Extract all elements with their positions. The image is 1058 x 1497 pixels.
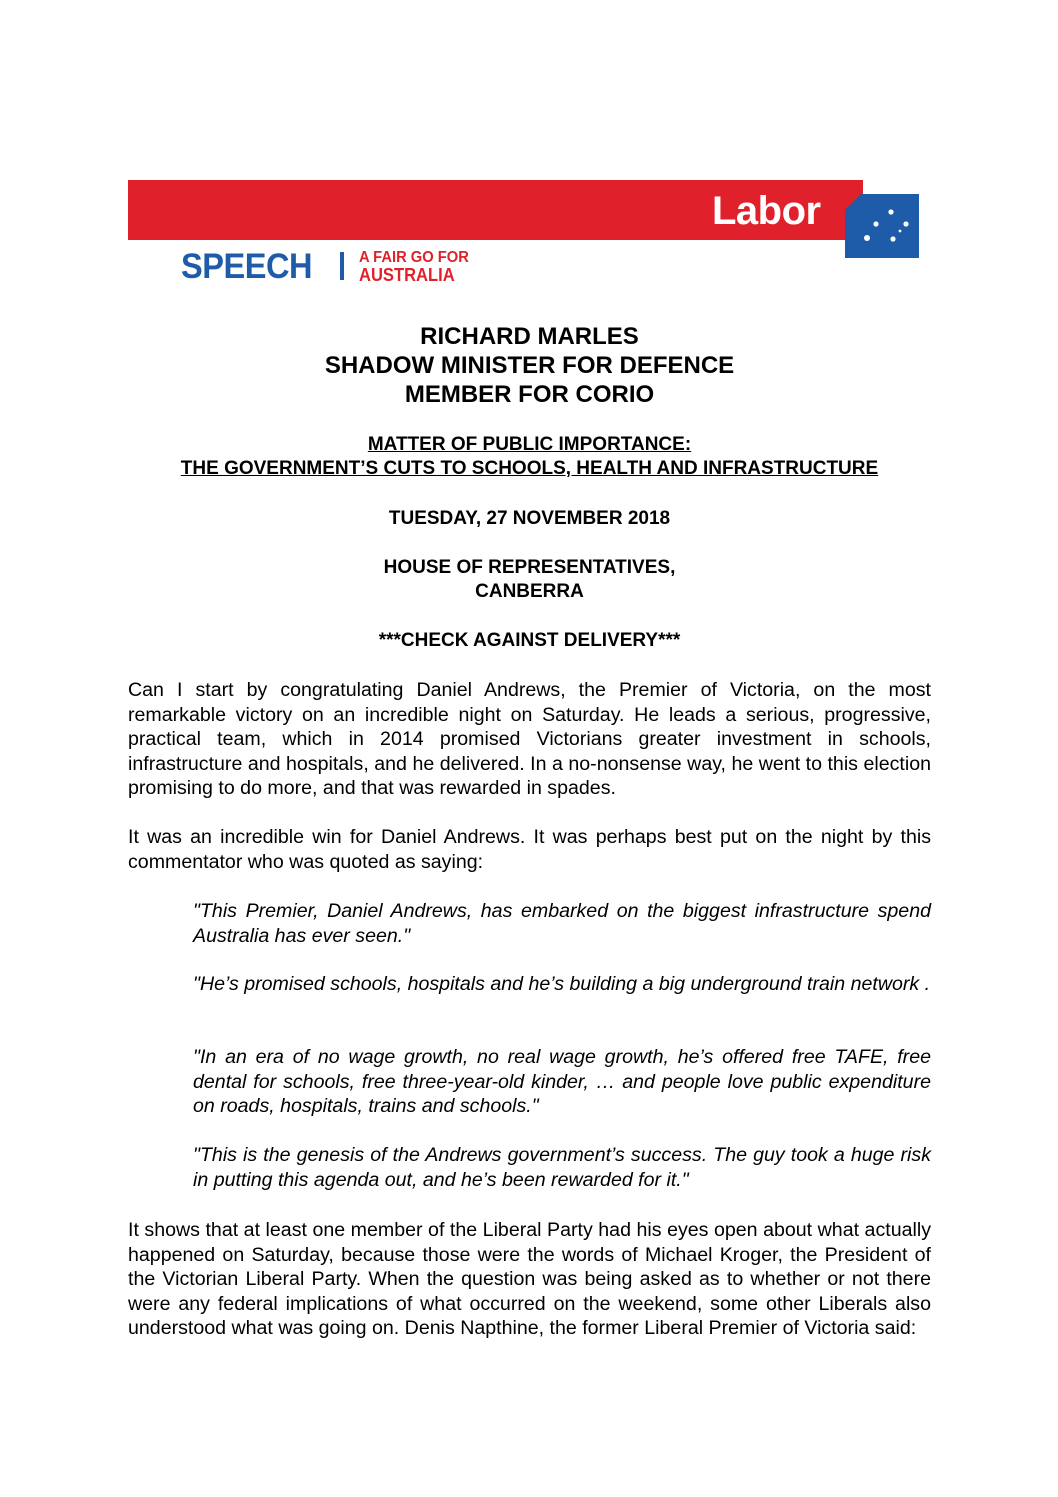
topic-line-2: THE GOVERNMENT’S CUTS TO SCHOOLS, HEALTH AND INFRASTRUCTURE <box>180 458 879 479</box>
topic-heading <box>128 433 931 481</box>
paragraph-3: It shows that at least one member of the Liberal Party had his eyes open about what actually happened on Saturday, because those were the words of Michael Kroger, the President of the Victorian Liberal Party. When the question was being asked as to whether or not there were any federal implications of what occurred on the weekend, some other Liberals also understood what was going on. Denis Napthine, the former Liberal Premier of Victoria said: <box>128 1219 931 1339</box>
quote-2: "He’s promised schools, hospitals and he’s building a big underground train network . <box>193 973 931 995</box>
speaker-seat: MEMBER FOR CORIO <box>404 381 655 408</box>
labor-logo-text: Labor <box>712 189 821 233</box>
quote-1: "This Premier, Daniel Andrews, has embarked on the biggest infrastructure spend Australia has ever seen." <box>193 900 931 947</box>
venue-line-2: CANBERRA <box>475 581 584 602</box>
quote-4: "This is the genesis of the Andrews government’s success. The guy took a huge risk in putting this agenda out, and he’s been rewarded for it." <box>193 1144 931 1191</box>
speaker-role: SHADOW MINISTER FOR DEFENCE <box>324 352 735 379</box>
speech-label: SPEECH <box>181 247 313 286</box>
tagline-line-1: A FAIR GO FOR <box>359 249 469 266</box>
topic-line-1: MATTER OF PUBLIC IMPORTANCE: <box>367 434 692 455</box>
speech-date: TUESDAY, 27 NOVEMBER 2018 <box>388 508 671 529</box>
speaker-name: RICHARD MARLES <box>420 323 639 350</box>
check-against-delivery: ***CHECK AGAINST DELIVERY*** <box>378 630 681 651</box>
quote-3: "In an era of no wage growth, no real wage growth, he’s offered free TAFE, free dental for schools, free three-year-old kinder, … and people love public expenditure on roads, hospitals, trains and schools." <box>193 1046 931 1117</box>
speech-divider <box>340 252 344 280</box>
venue-block <box>128 556 931 604</box>
paragraph-1: Can I start by congratulating Daniel Andrews, the Premier of Victoria, on the most remarkable victory on an incredible night on Saturday. He leads a serious, progressive, practical team, which in 2014 promised Victorians greater investment in schools, infrastructure and hospitals, and he delivered. In a no-nonsense way, he went to this election promising to do more, and that was rewarded in spades. <box>128 679 931 799</box>
paragraph-2: It was an incredible win for Daniel Andrews. It was perhaps best put on the night by this commentator who was quoted as saying: <box>128 826 931 873</box>
southern-cross-flag-icon <box>845 194 919 258</box>
speaker-block <box>128 322 931 409</box>
venue-line-1: HOUSE OF REPRESENTATIVES, <box>383 557 676 578</box>
tagline <box>359 249 488 284</box>
tagline-line-2: AUSTRALIA <box>359 265 455 285</box>
